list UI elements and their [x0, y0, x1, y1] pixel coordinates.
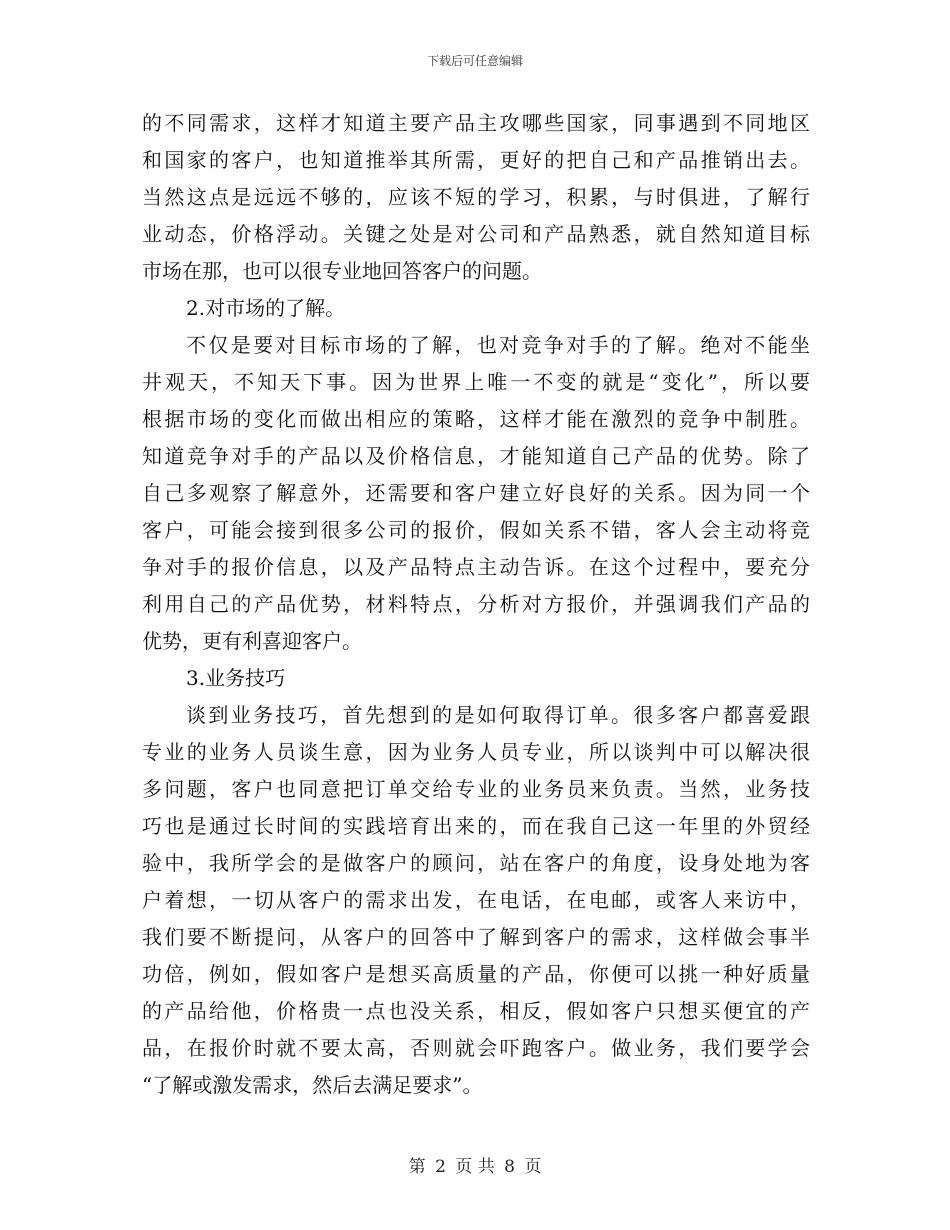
text-line: 和国家的客户，也知道推举其所需，更好的把自己和产品推销出去。	[142, 148, 810, 172]
text-line: 专业的业务人员谈生意，因为业务人员专业，所以谈判中可以解决很	[142, 740, 810, 764]
paragraph	[142, 290, 810, 327]
footer-current-page: 2	[435, 1157, 446, 1177]
text-line: 根据市场的变化而做出相应的策略，这样才能在激烈的竞争中制胜。	[142, 407, 810, 431]
footer-suffix: 页	[524, 1157, 542, 1177]
paragraph	[142, 327, 810, 660]
text-line: 我们要不断提问，从客户的回答中了解到客户的需求，这样做会事半	[142, 925, 810, 949]
text-line: 品，在报价时就不要太高，否则就会吓跑客户。做业务，我们要学会	[142, 1036, 810, 1060]
text-line: 市场在那，也可以很专业地回答客户的问题。	[142, 259, 542, 283]
text-line: 自己多观察了解意外，还需要和客户建立好良好的关系。因为同一个	[142, 481, 810, 505]
text-line: 当然这点是远远不够的，应该不短的学习，积累，与时俱进，了解行	[142, 185, 810, 209]
text-line: 客户，可能会接到很多公司的报价，假如关系不错，客人会主动将竞	[142, 518, 810, 542]
footer-middle: 页 共	[455, 1157, 495, 1177]
text-line: 知道竞争对手的产品以及价格信息，才能知道自己产品的优势。除了	[142, 444, 810, 468]
document-body	[142, 105, 810, 1104]
text-line: 业动态，价格浮动。关键之处是对公司和产品熟悉，就自然知道目标	[142, 222, 810, 246]
footer-prefix: 第	[408, 1157, 426, 1177]
text-line: 的不同需求，这样才知道主要产品主攻哪些国家，同事遇到不同地区	[142, 111, 810, 135]
text-line: 利用自己的产品优势，材料特点，分析对方报价，并强调我们产品的	[142, 592, 810, 616]
text-line: 的产品给他，价格贵一点也没关系，相反，假如客户只想买便宜的产	[142, 999, 810, 1023]
text-line: 争对手的报价信息，以及产品特点主动告诉。在这个过程中，要充分	[142, 555, 810, 579]
text-line: 验中，我所学会的是做客户的顾问，站在客户的角度，设身处地为客	[142, 851, 810, 875]
text-line: “了解或激发需求，然后去满足要求”。	[142, 1073, 483, 1097]
text-line: 功倍，例如，假如客户是想买高质量的产品，你便可以挑一种好质量	[142, 962, 810, 986]
page-footer	[0, 1152, 950, 1177]
text-line: 谈到业务技巧，首先想到的是如何取得订单。很多客户都喜爱跟	[186, 703, 810, 727]
text-line: 井观天，不知天下事。因为世界上唯一不变的就是“变化”，所以要	[142, 370, 810, 394]
text-line: 巧也是通过长时间的实践培育出来的，而在我自己这一年里的外贸经	[142, 814, 810, 838]
footer-total-pages: 8	[504, 1157, 515, 1177]
text-line: 3.业务技巧	[186, 666, 286, 690]
paragraph	[142, 660, 810, 697]
text-line: 2.对市场的了解。	[186, 296, 346, 320]
paragraph	[142, 105, 810, 290]
text-line: 不仅是要对目标市场的了解，也对竞争对手的了解。绝对不能坐	[186, 333, 810, 357]
text-line: 户着想，一切从客户的需求出发，在电话，在电邮，或客人来访中，	[142, 888, 810, 912]
text-line: 优势，更有利喜迎客户。	[142, 629, 362, 653]
page-header: 下载后可任意编辑	[426, 54, 523, 68]
text-line: 多问题，客户也同意把订单交给专业的业务员来负责。当然，业务技	[142, 777, 810, 801]
paragraph	[142, 697, 810, 1104]
